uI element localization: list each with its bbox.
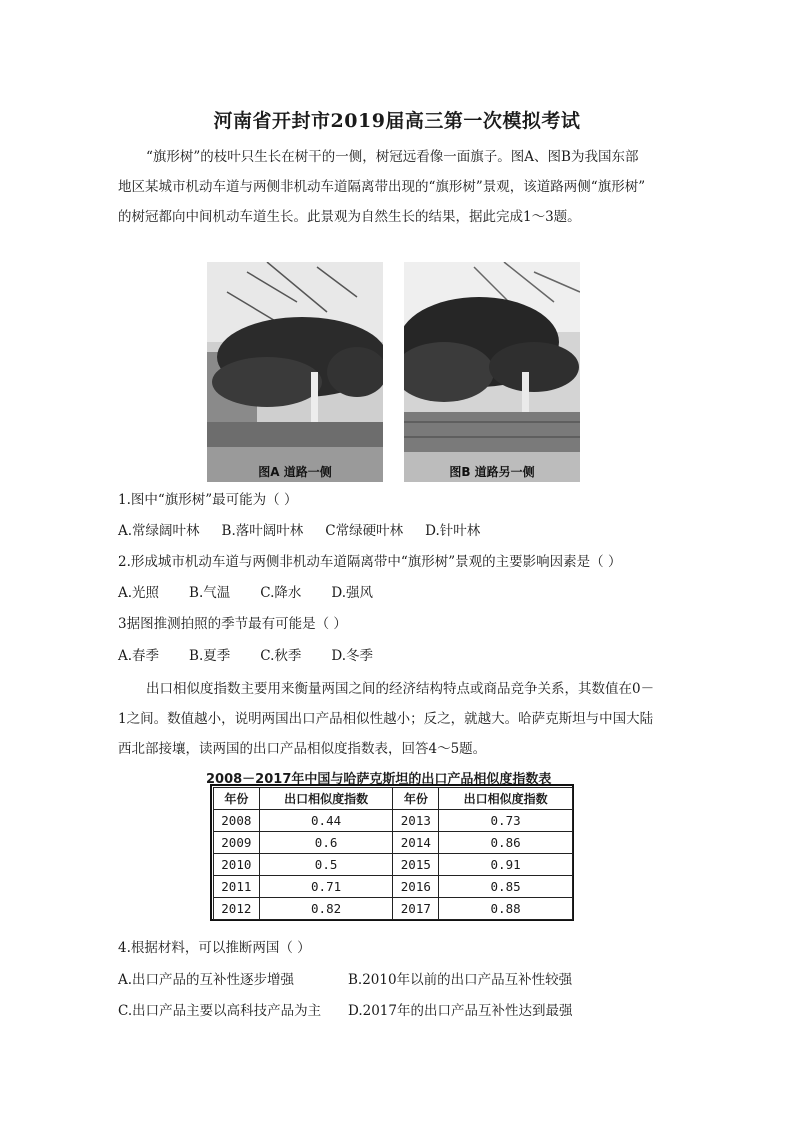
cell-index: 0.82: [259, 898, 393, 920]
photo-a-caption: 图A 道路一侧: [258, 465, 332, 479]
table-row: [214, 898, 573, 920]
question-2-options: [118, 581, 395, 601]
intro-paragraph-2: [118, 674, 678, 764]
cell-year: 2016: [393, 876, 439, 898]
cell-year: 2009: [214, 832, 260, 854]
header-year: 年份: [393, 788, 439, 810]
table-title: 2008－2017年中国与哈萨克斯坦的出口产品相似度指数表: [206, 772, 552, 787]
header-index: 出口相似度指数: [439, 788, 573, 810]
question-4-options-row1: [118, 968, 594, 988]
option-d[interactable]: D.针叶林: [425, 523, 481, 539]
option-b[interactable]: B.2010年以前的出口产品互补性较强: [348, 972, 573, 988]
intro-paragraph-1: [118, 142, 678, 232]
intro2-line: 西北部接壤，读两国的出口产品相似度指数表，回答4～5题。: [118, 741, 487, 757]
option-a[interactable]: A.光照: [118, 585, 160, 601]
question-1-options: [118, 519, 502, 539]
photo-b: [404, 262, 580, 482]
cell-index: 0.85: [439, 876, 573, 898]
cell-year: 2008: [214, 810, 260, 832]
table-row: [214, 810, 573, 832]
question-2-stem: 2.形成城市机动车道与两侧非机动车道隔离带中“旗形树”景观的主要影响因素是（ ）: [118, 554, 622, 570]
cell-year: 2015: [393, 854, 439, 876]
question-3-stem: 3据图推测拍照的季节最有可能是（ ）: [118, 616, 347, 632]
intro2-line: 1之间。数值越小，说明两国出口产品相似性越小；反之，就越大。哈萨克斯坦与中国大陆: [118, 711, 654, 727]
cell-year: 2013: [393, 810, 439, 832]
question-4-stem: 4.根据材料，可以推断两国（ ）: [118, 940, 311, 956]
intro2-line: 出口相似度指数主要用来衡量两国之间的经济结构特点或商品竞争关系，其数值在0－: [146, 681, 655, 697]
cell-index: 0.5: [259, 854, 393, 876]
question-3-options: [118, 644, 395, 664]
cell-year: 2014: [393, 832, 439, 854]
photo-b-caption: 图B 道路另一侧: [449, 465, 535, 479]
option-a[interactable]: A.出口产品的互补性逐步增强: [118, 972, 295, 988]
cell-year: 2017: [393, 898, 439, 920]
option-b[interactable]: B.气温: [189, 585, 231, 601]
option-a[interactable]: A.常绿阔叶林: [118, 523, 200, 539]
cell-index: 0.71: [259, 876, 393, 898]
table-row: [214, 832, 573, 854]
option-c[interactable]: C.出口产品主要以高科技产品为主: [118, 1003, 322, 1019]
option-c[interactable]: C.秋季: [260, 648, 302, 664]
table-row: [214, 876, 573, 898]
option-d[interactable]: D.2017年的出口产品互补性达到最强: [348, 1003, 573, 1019]
cell-index: 0.88: [439, 898, 573, 920]
intro1-line: 地区某城市机动车道与两侧非机动车道隔离带出现的“旗形树”景观，该道路两侧“旗形树”: [118, 179, 646, 195]
similarity-table: [213, 787, 573, 920]
cell-year: 2011: [214, 876, 260, 898]
intro1-line: “旗形树”的枝叶只生长在树干的一侧，树冠远看像一面旗子。图A、图B为我国东部: [146, 149, 639, 165]
option-a[interactable]: A.春季: [118, 648, 160, 664]
table-header-row: [214, 788, 573, 810]
cell-index: 0.73: [439, 810, 573, 832]
question-4-options-row2: [118, 999, 595, 1019]
cell-index: 0.86: [439, 832, 573, 854]
intro1-line: 的树冠都向中间机动车道生长。此景观为自然生长的结果，据此完成1～3题。: [118, 209, 581, 225]
cell-year: 2012: [214, 898, 260, 920]
cell-index: 0.91: [439, 854, 573, 876]
exam-title: 河南省开封市2019届高三第一次模拟考试: [213, 110, 581, 132]
option-b[interactable]: B.夏季: [189, 648, 231, 664]
cell-index: 0.44: [259, 810, 393, 832]
header-year: 年份: [214, 788, 260, 810]
header-index: 出口相似度指数: [259, 788, 393, 810]
cell-year: 2010: [214, 854, 260, 876]
option-d[interactable]: D.冬季: [331, 648, 374, 664]
option-c[interactable]: C.降水: [260, 585, 302, 601]
option-c[interactable]: C常绿硬叶林: [325, 523, 404, 539]
table-row: [214, 854, 573, 876]
option-b[interactable]: B.落叶阔叶林: [221, 523, 304, 539]
question-1-stem: 1.图中“旗形树”最可能为（ ）: [118, 492, 298, 508]
photo-a: [207, 262, 383, 482]
option-d[interactable]: D.强风: [331, 585, 374, 601]
cell-index: 0.6: [259, 832, 393, 854]
